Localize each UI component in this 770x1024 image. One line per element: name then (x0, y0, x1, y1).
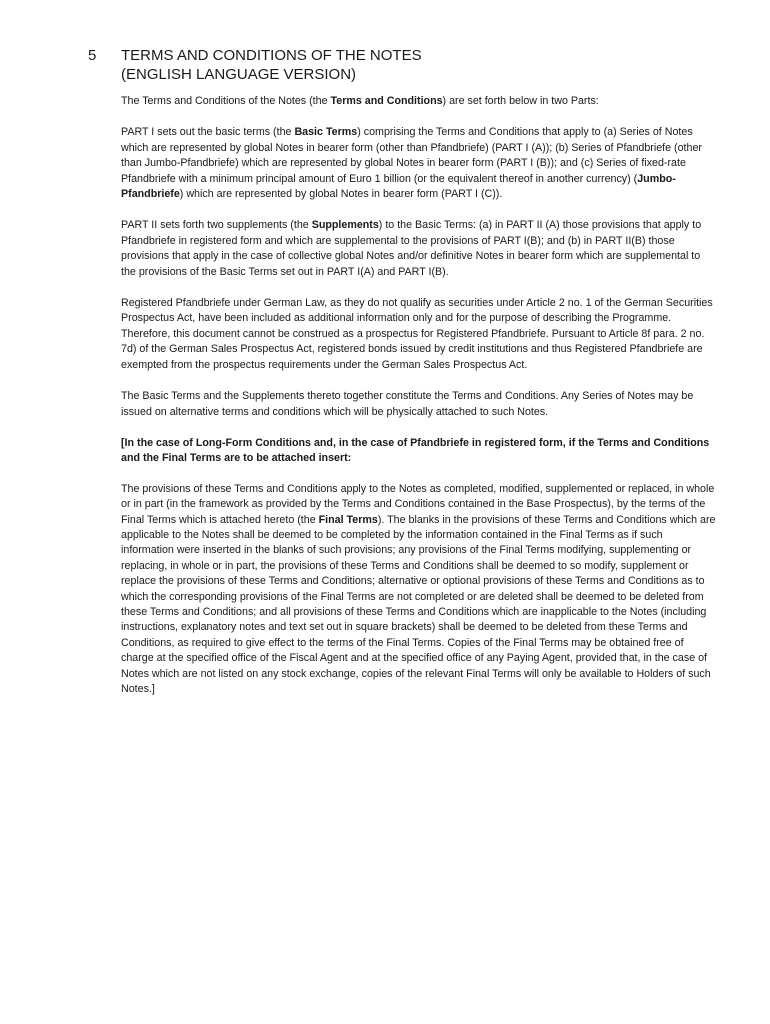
part-one-text-1: PART I sets out the basic terms (the (121, 126, 295, 139)
intro-paragraph (121, 94, 717, 109)
provisions-text-2: ). The blanks in the provisions of these Terms and Conditions which are applicable to the Notes shall be deemed to be completed by the information contained in the Final Terms as if such information were inserted in the blanks of such provisions; any provisions of the Final Terms modifying, supplementing or replacing, in whole or in part, the provisions of these Terms and Conditions shall be deemed to so modify, supplement or replace the provisions of these Terms and Conditions; alternative or optional provisions of these Terms and Conditions as to which the corresponding provisions of the Final Terms are not completed or are deleted shall be deemed to be deleted from these Terms and Conditions; and all provisions of these Terms and Conditions which are inapplicable to the Notes (including instructions, explanatory notes and text set out in square brackets) shall be deemed to be deleted from these Terms and Conditions, as required to give effect to the terms of the Final Terms. Copies of the Final Terms may be obtained free of charge at the specified office of the Fiscal Agent and at the specified office of any Paying Agent, provided that, in the case of Notes which are not listed on any stock exchange, copies of the relevant Final Terms will only be available to Holders of such Notes.] (121, 513, 716, 695)
intro-text-end: ) are set forth below in two Parts: (442, 95, 599, 107)
provisions-defined-term-final-terms: Final Terms (318, 513, 378, 526)
part-one-defined-term-jumbo: Jumbo-Pfandbriefe (121, 172, 676, 201)
document-body (121, 94, 717, 713)
provisions-text-1: The provisions of these Terms and Conditions apply to the Notes as completed, modified, supplemented or replaced, in whole or in part (in the framework as provided by the Terms and Conditions contained in the Base Prospectus), by the terms of the Final Terms which is attached hereto (the (121, 482, 715, 526)
part-two-defined-term-supplements: Supplements (311, 219, 379, 232)
intro-text-start: The Terms and Conditions of the Notes (the (121, 95, 331, 107)
part-two-paragraph (121, 218, 717, 280)
part-two-text-1: PART II sets forth two supplements (the (121, 219, 312, 232)
part-one-defined-term-basic-terms: Basic Terms (294, 126, 358, 139)
part-one-text-3: ) which are represented by global Notes in bearer form (PART I (C)). (179, 188, 503, 201)
registered-pfandbriefe-paragraph: Registered Pfandbriefe under German Law, as they do not qualify as securities under Article 2 no. 1 of the German Securities Prospectus Act, have been included as additional information only and for the purpose of describing the Programme. Therefore, this document cannot be construed as a prospectus for Registered Pfandbriefe. Pursuant to Article 8f para. 2 no. 7d) of the German Sales Prospectus Act, registered bonds issued by credit institutions and thus Registered Pfandbriefe are exempted from the prospectus requirements under the German Sales Prospectus Act. (121, 297, 713, 371)
constitute-paragraph: The Basic Terms and the Supplements thereto together constitute the Terms and Conditions. Any Series of Notes may be issued on alternative terms and conditions which will be physically attached to such Notes. (121, 390, 694, 418)
part-one-text-2: ) comprising the Terms and Conditions that apply to (a) Series of Notes which are represented by global Notes in bearer form (other than Pfandbriefe) (PART I (A)); (b) Series of Pfandbriefe (other than Jumbo-Pfandbriefe) which are represented by global Notes in bearer form (PART I (B)); and (c) Series of fixed-rate Pfandbriefe with a minimum principal amount of Euro 1 billion (or the equivalent thereof in another currency) ( (121, 126, 702, 185)
provisions-paragraph (121, 482, 717, 698)
intro-defined-term: Terms and Conditions (330, 95, 443, 107)
insert-instruction: [In the case of Long-Form Conditions and, in the case of Pfandbriefe in registered form, if the Terms and Conditions and the Final Terms are to be attached insert: (121, 436, 710, 465)
part-two-text-2: ) to the Basic Terms: (a) in PART II (A) those provisions that apply to Pfandbriefe in registered form and which are supplemental to the provisions of PART I(B); and (b) in PART II(B) those provisions that apply in the case of collective global Notes and/or definitive Notes in bearer form which are supplemental to the provisions of the Basic Terms set out in PART I(A) and PART I(B). (121, 219, 702, 278)
section-number: 5 (88, 47, 97, 64)
section-title-line-1: TERMS AND CONDITIONS OF THE NOTES (121, 47, 422, 64)
part-one-paragraph (121, 125, 717, 202)
section-title (121, 46, 681, 84)
section-title-line-2: (ENGLISH LANGUAGE VERSION) (121, 66, 357, 83)
